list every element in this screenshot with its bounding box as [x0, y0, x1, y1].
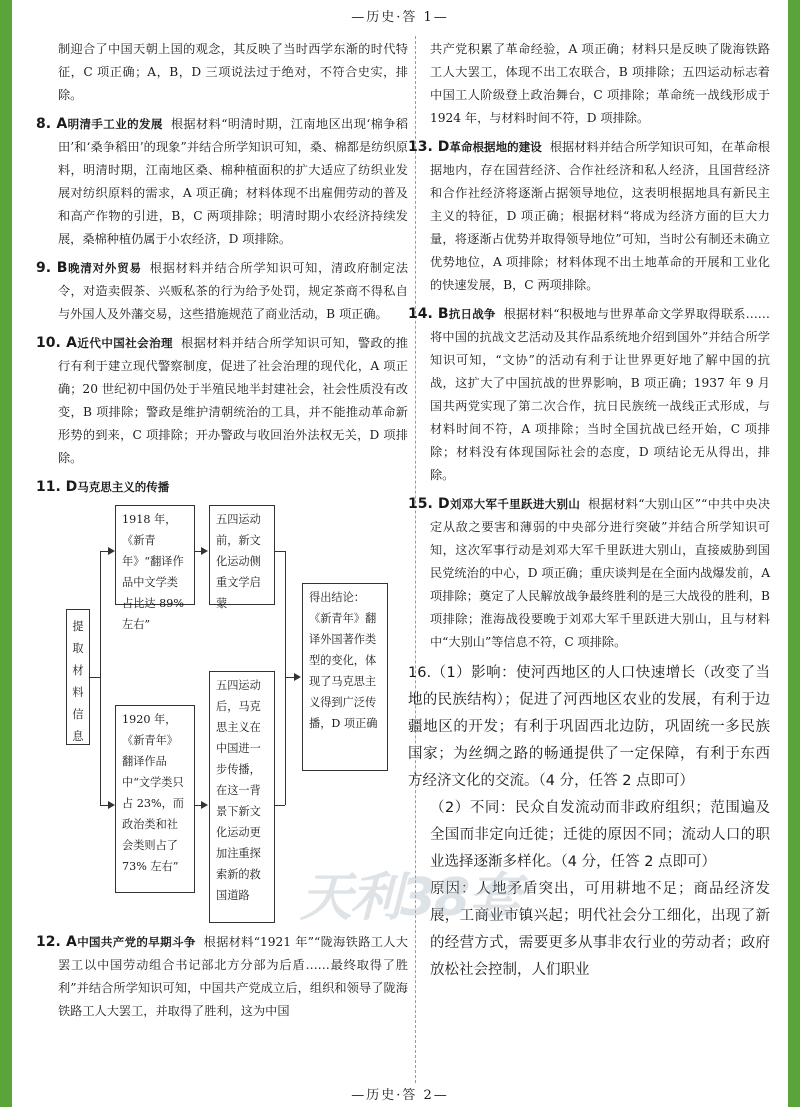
arrow [294, 673, 301, 681]
q9-text: 根据材料并结合所学知识可知，清政府制定法令，对造卖假茶、兴贩私茶的行为给予处罚，规定茶商不得私自与外国人及外藩交易，这些措施规范了商业活动，B 项正确。 [58, 261, 409, 321]
arrow [201, 801, 208, 809]
q9-topic: 晚清对外贸易 [67, 261, 142, 275]
q14-text: 根据材料“积极地与世界革命文学界取得联系……将中国的抗战文艺活动及其作品系统地介绍到国外”并结合所学知识可知，“文协”的活动有利于让世界更好地了解中国的抗战，这扩大了中国抗战的世界影响，B 项正确；1937 年 9 月国共两党实现了第二次合作，抗日民族统一战线正式形成，与材料时间不符，A 项排除；当时全国抗战已经开始，C 项排除；材料没有体现国际社会的态度，D 项结论无从得出，排除。 [430, 307, 770, 482]
q12-number: 12. A [36, 934, 77, 950]
box-post-may4: 五四运动后，马克思主义在中国进一步传播，在这一背景下新文化运动更加注重探索新的救国道路 [209, 671, 275, 923]
question-13 [408, 136, 771, 297]
intro-paragraph: 制迎合了中国天朝上国的观念，其反映了当时西学东渐的时代特征，C 项正确；A，B，D 三项说法过于绝对，不符合史实，排除。 [58, 42, 408, 102]
q8-text: 根据材料“明清时期，江南地区出现‘棉争稻田’和‘桑争稻田’的现象”并结合所学知识可知，桑、棉都是纺织原料，明清时期，江南地区桑、棉种植面积的扩大适应了纺织业发展对纺织原料的需求，A 项正确；材料体现不出雇佣劳动的普及和高产作物的引进，B，C 两项排除；明清时期小农经济持续发展，桑棉种植仍属于小农经济，D 项排除。 [58, 117, 409, 246]
arrow [108, 547, 115, 555]
q15-number: 15. D [408, 496, 450, 512]
q8-topic: 明清手工业的发展 [67, 117, 163, 131]
conclusion-box: 得出结论：《新青年》翻译外国著作类型的变化，体现了马克思主义得到广泛传播，D 项正确 [302, 583, 388, 771]
left-green-border [0, 0, 12, 1107]
q16-part3: 原因：人地矛盾突出，可用耕地不足；商品经济发展，工商业市镇兴起；明代社会分工细化，出现了新的经营方式，需要更多从事非农行业的劳动者；政府放松社会控制，人们职业 [430, 881, 770, 978]
q10-topic: 近代中国社会治理 [76, 336, 174, 350]
q13-text: 根据材料并结合所学知识可知，在革命根据地内，存在国营经济、合作社经济和私人经济，且国营经济和合作社经济将逐渐占据领导地位，这表明根据地具有新民主主义的特征，D 项正确；根据材料“将成为经济方面的巨大力量，将逐渐占优势并取得领导地位”可知，当时公有制还未确立优势地位，A 项排除；材料体现不出土地革命的开展和工业化的快速发展，B，C 两项排除。 [430, 140, 771, 292]
q16-part2: （2）不同：民众自发流动而非政府组织；范围遍及全国而非定向迁徙；迁徙的原因不同；流动人口的职业选择逐渐多样化。（4 分，任答 2 点即可） [430, 800, 770, 870]
q11-number: 11. D [36, 479, 78, 495]
q8-number: 8. A [36, 116, 68, 132]
connector [275, 805, 285, 806]
page-footer: —历史·答 2— [351, 1088, 449, 1103]
q13-number: 13. D [408, 139, 450, 155]
q15-text: 根据材料“大别山区”“中共中央决定从敌之要害和薄弱的中央部分进行突破”并结合所学知识可知，这次军事行动是刘邓大军千里跃进大别山，直接威胁到国民党统治的中心，D 项正确；重庆谈判是在全面内战爆发前，A 项排除；奠定了人民解放战争最终胜利的是三大战役的胜利，B 项排除；淮海战役要晚于刘邓大军千里跃进大别山，且与材料中“大别山”等信息不符，C 项排除。 [430, 497, 771, 649]
connector [100, 551, 101, 805]
extract-info-box: 提取材料信息 [66, 609, 90, 745]
q9-number: 9. B [36, 260, 68, 276]
q16-part1: 16.（1）影响：使河西地区的人口快速增长（改变了当地的民族结构）；促进了河西地区农业的发展，有利于边疆地区的开发；有利于巩固西北边防，巩固统一多民族国家；为丝绸之路的畅通提供了一定保障，有利于东西方经济文化的交流。（4 分，任答 2 点即可） [408, 665, 770, 789]
arrow [108, 801, 115, 809]
q14-number: 14. B [408, 306, 449, 322]
q15-topic: 刘邓大军千里跃进大别山 [449, 497, 581, 511]
question-12 [36, 931, 408, 1023]
box-pre-may4: 五四运动前，新文化运动侧重文学启蒙 [209, 505, 275, 605]
q14-topic: 抗日战争 [448, 307, 496, 321]
q12-topic: 中国共产党的早期斗争 [76, 935, 196, 949]
right-green-border [788, 0, 800, 1107]
q10-number: 10. A [36, 335, 77, 351]
q12-continued: 共产党积累了革命经验，A 项正确；材料只是反映了陇海铁路工人大罢工，体现不出工农联合，B 项排除；五四运动标志着中国工人阶级登上政治舞台，C 项排除；革命统一战线形成于 1924 年，与材料时间不符，D 项排除。 [430, 42, 770, 125]
question-10 [36, 332, 409, 470]
watermark-logo: 天利38套 [300, 868, 519, 928]
connector [90, 677, 100, 678]
page-header: —历史·答 1— [351, 10, 449, 25]
box-1918: 1918 年，《新青年》“翻译作品中文学类占比达 89% 左右” [115, 505, 195, 605]
box-1920: 1920 年，《新青年》翻译作品中“文学类只占 23%，而政治类和社会类则占了 73% 左右” [115, 705, 195, 893]
connector [285, 551, 286, 805]
question-9 [36, 257, 409, 326]
question-8 [36, 113, 409, 251]
q10-text: 根据材料并结合所学知识可知，警政的推行有利于建立现代警察制度，促进了社会治理的现代化，A 项正确；20 世纪初中国仍处于半殖民地半封建社会，社会性质没有改变，B 项排除；警政是维护清朝统治的工具，并不能推动革命新形势的到来，C 项排除；开办警政与收回治外法权无关，D 项排除。 [58, 336, 409, 465]
arrow [201, 547, 208, 555]
question-14 [408, 303, 770, 487]
q11-topic: 马克思主义的传播 [77, 480, 170, 494]
q12-text: 根据材料“1921 年”“陇海铁路工人大罢工以中国劳动组合书记部北方分部为后盾……最终取得了胜利”并结合所学知识可知，中国共产党成立后，组织和领导了陇海铁路工人大罢工，并取得了胜利，这为中国 [58, 935, 408, 1018]
connector [275, 551, 285, 552]
question-15 [408, 493, 771, 654]
q13-topic: 革命根据地的建设 [449, 140, 542, 154]
